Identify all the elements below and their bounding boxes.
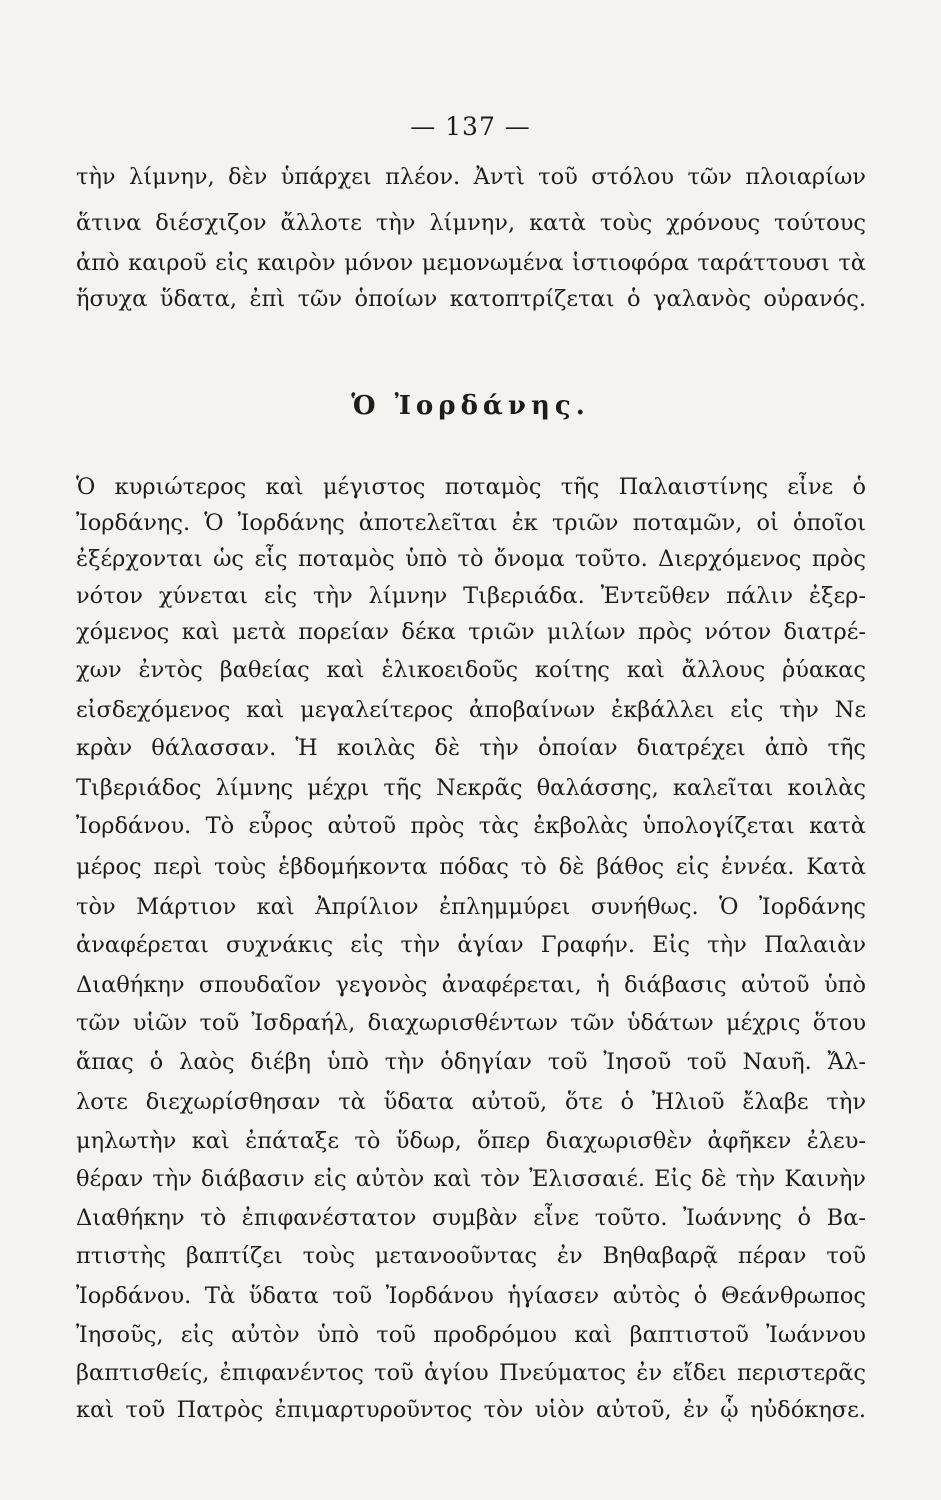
text-line: θέραν τὴν διάβασιν εἰς αὐτὸν καὶ τὸν Ἐλισσαιέ. Εἰς δὲ τὴν Καινὴν	[76, 1166, 866, 1192]
text-line: μηλωτὴν καὶ ἐπάταξε τὸ ὕδωρ, ὅπερ διαχωρισθὲν ἀφῆκεν ἐλευ-	[76, 1128, 866, 1154]
text-line: ἀπὸ καιροῦ εἰς καιρὸν μόνον μεμονωμένα ἱστιοφόρα ταράττουσι τὰ	[76, 250, 866, 276]
text-line: Ἰορδάνου. Τὸ εὖρος αὐτοῦ πρὸς τὰς ἐκβολὰς ὑπολογίζεται κατὰ	[76, 813, 866, 839]
text-line: ἥσυχα ὕδατα, ἐπὶ τῶν ὁποίων κατοπτρίζεται ὁ γαλανὸς οὐρανός.	[76, 286, 866, 312]
text-line: χόμενος καὶ μετὰ πορείαν δέκα τριῶν μιλίων πρὸς νότον διατρέ-	[76, 619, 866, 645]
text-line: Ἰορδάνου. Τὰ ὕδατα τοῦ Ἰορδάνου ἡγίασεν αὐτὸς ὁ Θεάνθρωπος	[76, 1283, 866, 1309]
text-line: μέρος περὶ τοὺς ἑβδομήκοντα πόδας τὸ δὲ βάθος εἰς ἐννέα. Κατὰ	[76, 854, 866, 880]
text-line: κρὰν θάλασσαν. Ἡ κοιλὰς δὲ τὴν ὁποίαν διατρέχει ἀπὸ τῆς	[76, 735, 866, 761]
text-line: τὸν Μάρτιον καὶ Ἀπρίλιον ἐπλημμύρει συνήθως. Ὁ Ἰορδάνης	[76, 894, 866, 920]
section-heading: Ὁ Ἰορδάνης.	[351, 391, 590, 421]
text-line: Ὁ κυριώτερος καὶ μέγιστος ποταμὸς τῆς Παλαιστίνης εἶνε ὁ	[76, 474, 866, 500]
text-line: ἅτινα διέσχιζον ἄλλοτε τὴν λίμνην, κατὰ τοὺς χρόνους τούτους	[76, 210, 866, 236]
text-line: εἰσδεχόμενος καὶ μεγαλείτερος ἀποβαίνων ἐκβάλλει εἰς τὴν Νε	[76, 697, 866, 723]
page-number: — 137 —	[410, 112, 531, 141]
text-line: λοτε διεχωρίσθησαν τὰ ὕδατα αὐτοῦ, ὅτε ὁ Ἠλιοῦ ἔλαβε τὴν	[76, 1089, 866, 1115]
text-line: καὶ τοῦ Πατρὸς ἐπιμαρτυροῦντος τὸν υἱὸν αὐτοῦ, ἐν ᾧ ηὐδόκησε.	[76, 1397, 866, 1423]
text-line: Ἰησοῦς, εἰς αὐτὸν ὑπὸ τοῦ προδρόμου καὶ βαπτιστοῦ Ἰωάννου	[76, 1322, 866, 1348]
text-line: βαπτισθείς, ἐπιφανέντος τοῦ ἁγίου Πνεύματος ἐν εἴδει περιστερᾶς	[76, 1360, 866, 1386]
text-line: Διαθήκην τὸ ἐπιφανέστατον συμβὰν εἶνε τοῦτο. Ἰωάννης ὁ Βα-	[76, 1205, 866, 1231]
text-line: Διαθήκην σπουδαῖον γεγονὸς ἀναφέρεται, ἡ διάβασις αὐτοῦ ὑπὸ	[76, 972, 866, 998]
text-line: χων ἐντὸς βαθείας καὶ ἑλικοειδοῦς κοίτης καὶ ἄλλους ῥύακας	[76, 657, 866, 683]
text-line: νότον χύνεται εἰς τὴν λίμνην Τιβεριάδα. Ἐντεῦθεν πάλιν ἐξερ-	[76, 583, 866, 609]
text-line: ἀναφέρεται συχνάκις εἰς τὴν ἁγίαν Γραφήν. Εἰς τὴν Παλαιὰν	[76, 932, 866, 958]
text-line: τῶν υἱῶν τοῦ Ἰσδραήλ, διαχωρισθέντων τῶν ὑδάτων μέχρις ὅτου	[76, 1010, 866, 1036]
text-line: Τιβεριάδος λίμνης μέχρι τῆς Νεκρᾶς θαλάσσης, καλεῖται κοιλὰς	[76, 775, 866, 801]
text-line: ἅπας ὁ λαὸς διέβη ὑπὸ τὴν ὁδηγίαν τοῦ Ἰησοῦ τοῦ Ναυῆ. Ἄλ-	[76, 1049, 866, 1075]
text-line: Ἰορδάνης. Ὁ Ἰορδάνης ἀποτελεῖται ἐκ τριῶν ποταμῶν, οἱ ὁποῖοι	[76, 510, 866, 536]
text-line: πτιστὴς βαπτίζει τοὺς μετανοοῦντας ἐν Βηθαβαρᾷ πέραν τοῦ	[76, 1243, 866, 1269]
text-line: τὴν λίμνην, δὲν ὑπάρχει πλέον. Ἀντὶ τοῦ στόλου τῶν πλοιαρίων	[76, 164, 866, 190]
text-line: ἐξέρχονται ὡς εἷς ποταμὸς ὑπὸ τὸ ὄνομα τοῦτο. Διερχόμενος πρὸς	[76, 546, 866, 572]
